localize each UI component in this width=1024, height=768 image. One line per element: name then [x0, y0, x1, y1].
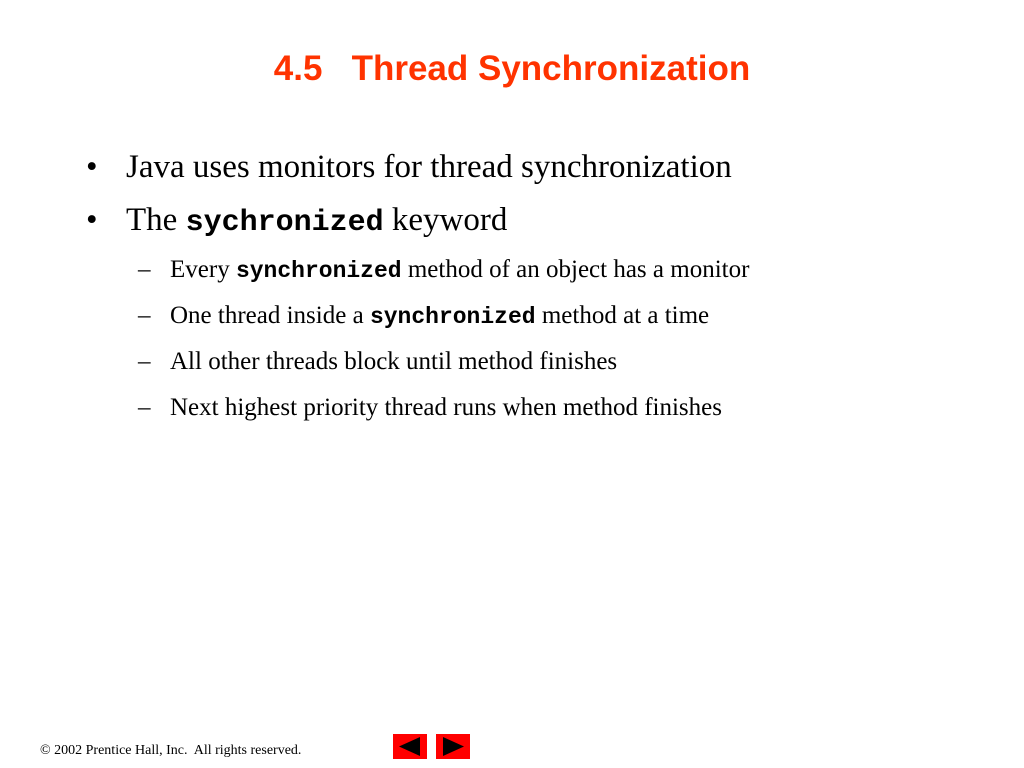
dash-marker: – — [138, 348, 151, 375]
sub-bullet-item — [130, 298, 986, 344]
sub-bullet-text: Next highest priority thread runs when method finishes — [170, 394, 722, 421]
bullet-marker: • — [86, 202, 98, 238]
copyright-footer — [40, 741, 301, 761]
sub-bullet-item — [130, 390, 986, 436]
bullet-text: The — [126, 202, 186, 238]
sub-bullet-item — [130, 252, 986, 298]
bullet-text: Java uses monitors for thread synchronization — [126, 149, 732, 185]
dash-marker: – — [138, 302, 151, 329]
copyright-symbol: © — [40, 743, 51, 758]
bullet-list — [86, 146, 986, 436]
arrow-right-icon — [436, 734, 470, 759]
sub-bullet-text: All other threads block until method finishes — [170, 348, 618, 375]
sub-bullet-text: Every — [170, 256, 236, 283]
sub-bullet-text: method of an object has a monitor — [401, 256, 750, 283]
next-slide-button[interactable] — [436, 734, 470, 759]
dash-marker: – — [138, 394, 151, 421]
arrow-left-icon — [393, 734, 427, 759]
copyright-text: 2002 Prentice Hall, Inc. All rights reserved. — [50, 743, 302, 758]
previous-slide-button[interactable] — [393, 734, 427, 759]
sub-bullet-item — [130, 344, 986, 390]
sub-bullet-list — [130, 252, 986, 436]
dash-marker: – — [138, 256, 151, 283]
code-keyword: sychronized — [185, 206, 384, 240]
bullet-item — [86, 199, 986, 252]
slide-title: 4.5 Thread Synchronization — [273, 49, 751, 88]
code-keyword: synchronized — [235, 258, 402, 284]
bullet-marker: • — [86, 149, 98, 185]
sub-bullet-text: One thread inside a — [170, 302, 370, 329]
bullet-item — [86, 146, 986, 199]
bullet-text: keyword — [383, 202, 508, 238]
code-keyword: synchronized — [369, 304, 536, 330]
sub-bullet-text: method at a time — [535, 302, 710, 329]
